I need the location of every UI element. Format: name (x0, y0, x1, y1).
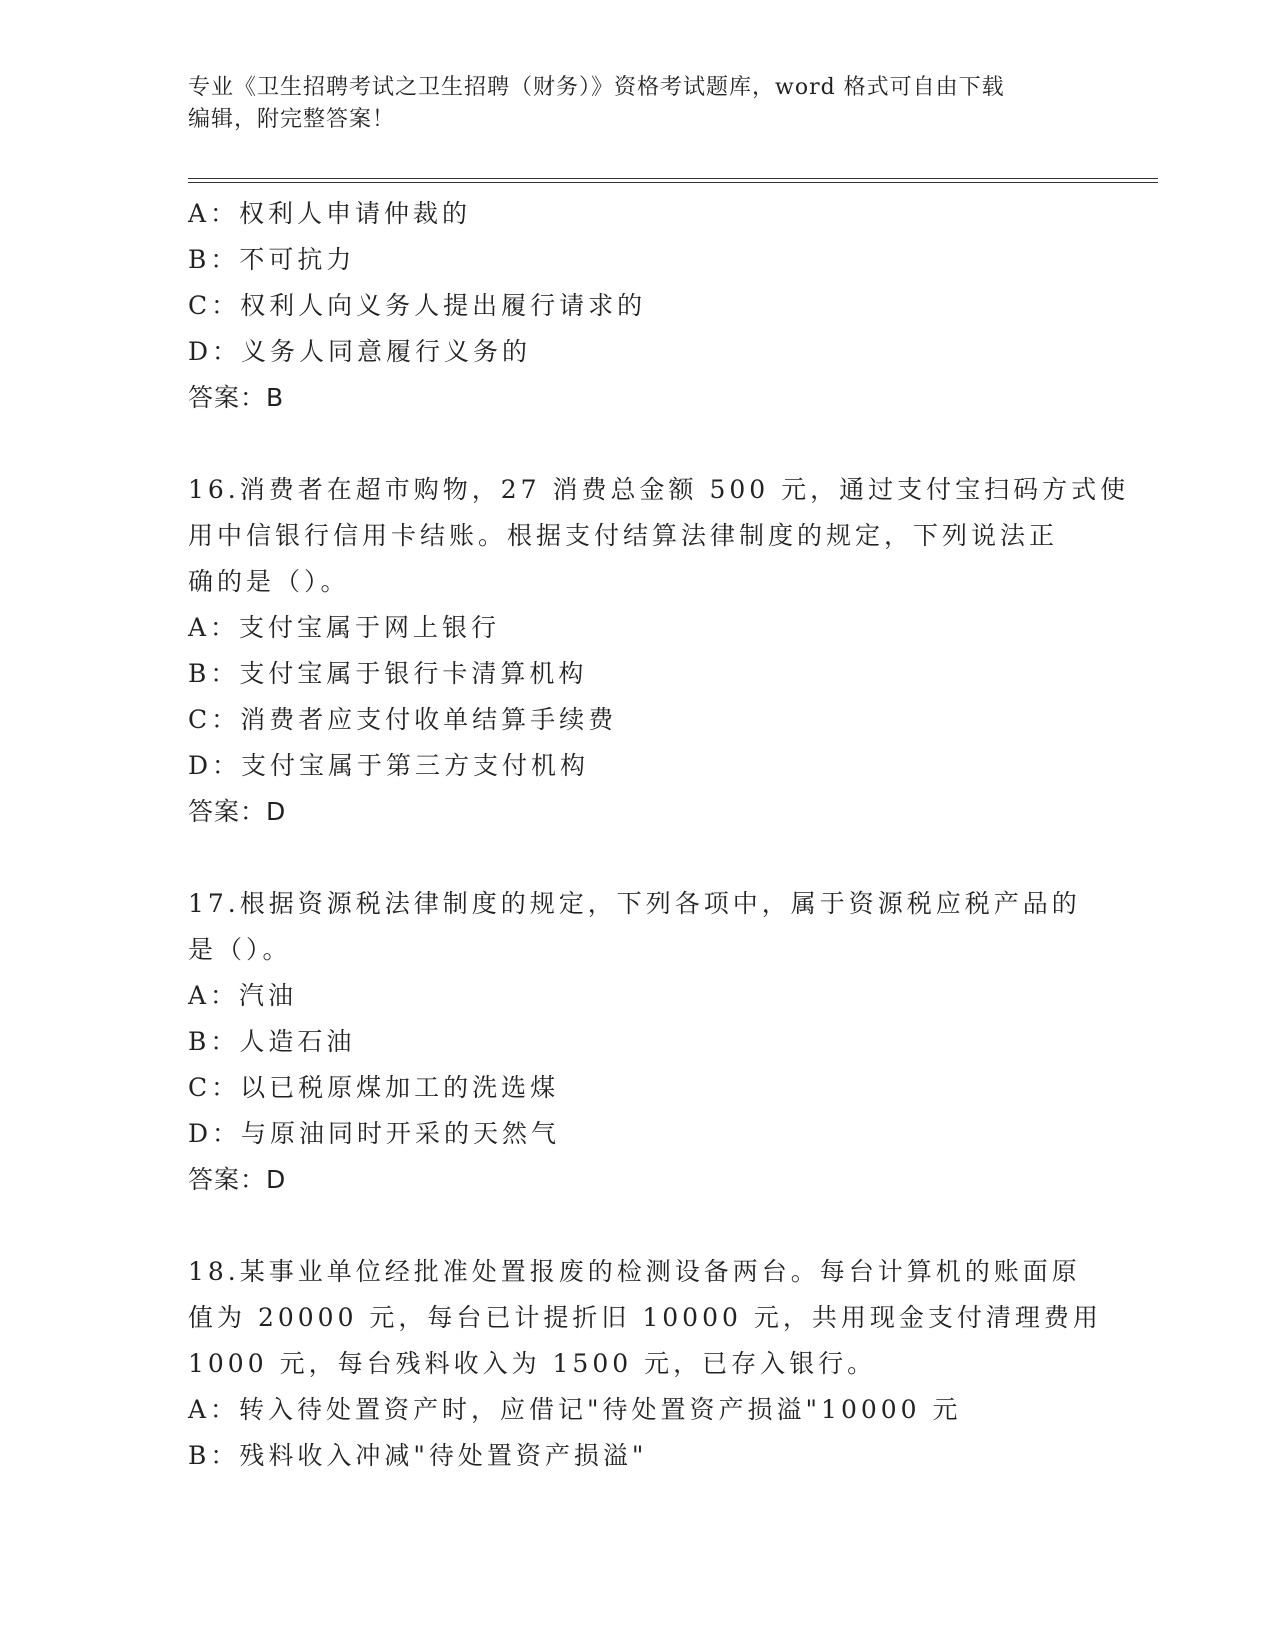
question-16 (188, 467, 1130, 835)
option-c: C：消费者应支付收单结算手续费 (188, 705, 618, 734)
option-c: C：权利人向义务人提出履行请求的 (188, 291, 647, 320)
option-a: A：汽油 (188, 981, 298, 1010)
option-a: A：支付宝属于网上银行 (188, 613, 501, 642)
spacer (188, 835, 1088, 881)
answer: 答案：D (188, 797, 287, 826)
question-stem-line: 是（）。 (188, 935, 292, 964)
question-stem-line: 18.某事业单位经批准处置报废的检测设备两台。每台计算机的账面原 (188, 1257, 1081, 1286)
option-b: B：人造石油 (188, 1027, 356, 1056)
option-d: D：支付宝属于第三方支付机构 (188, 751, 590, 780)
divider-line-bottom (188, 182, 1158, 183)
question-stem-line: 用中信银行信用卡结账。根据支付结算法律制度的规定，下列说法正 (188, 521, 1059, 550)
option-d: D：义务人同意履行义务的 (188, 337, 532, 366)
question-17 (188, 881, 1088, 1203)
option-b: B：残料收入冲减"待处置资产损溢" (188, 1441, 648, 1470)
question-15 (188, 191, 1088, 421)
header-divider (188, 178, 1158, 183)
option-a: A：转入待处置资产时，应借记"待处置资产损溢"10000 元 (188, 1395, 962, 1424)
header-line-1: 专业《卫生招聘考试之卫生招聘（财务）》资格考试题库，word 格式可自由下载 (188, 75, 1005, 100)
question-stem-line: 值为 20000 元，每台已计提折旧 10000 元，共用现金支付清理费用 (188, 1303, 1102, 1332)
question-18 (188, 1249, 1102, 1479)
option-c: C：以已税原煤加工的洗选煤 (188, 1073, 560, 1102)
document-header (188, 72, 1068, 136)
answer: 答案：D (188, 1165, 287, 1194)
question-stem-line: 16.消费者在超市购物，27 消费总金额 500 元，通过支付宝扫码方式使 (188, 475, 1130, 504)
option-b: B：支付宝属于银行卡清算机构 (188, 659, 588, 688)
spacer (188, 421, 1088, 467)
answer: 答案：B (188, 383, 285, 412)
question-stem-line: 确的是（）。 (188, 567, 350, 596)
divider-line-top (188, 178, 1158, 179)
option-d: D：与原油同时开采的天然气 (188, 1119, 561, 1148)
question-list (188, 191, 1130, 1479)
spacer (188, 1203, 1088, 1249)
option-b: B：不可抗力 (188, 245, 356, 274)
option-a: A：权利人申请仲裁的 (188, 199, 472, 228)
header-line-2: 编辑，附完整答案！ (188, 107, 396, 132)
question-stem-line: 1000 元，每台残料收入为 1500 元，已存入银行。 (188, 1349, 877, 1378)
question-stem-line: 17.根据资源税法律制度的规定，下列各项中，属于资源税应税产品的 (188, 889, 1081, 918)
